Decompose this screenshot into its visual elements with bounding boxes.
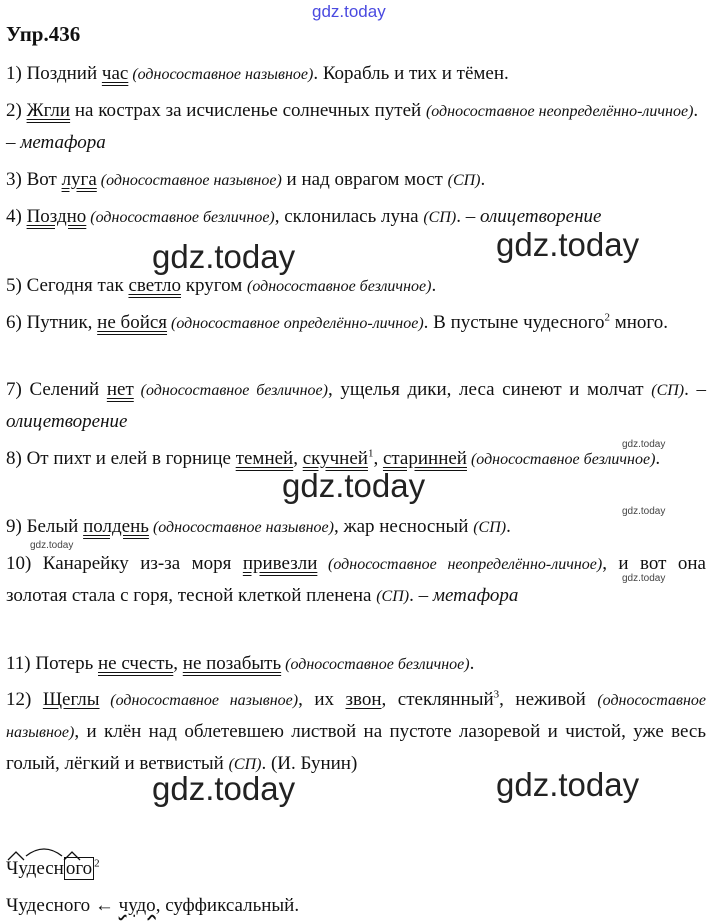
predicate: не счесть xyxy=(98,653,174,674)
sentence-6: 6) Путник, не бойся (односоставное определённо-личное). В пустыне чудесного$^2$ много. xyxy=(6,311,668,333)
watermark-small: gdz.today xyxy=(30,540,74,551)
derivation-line: Чудесного ← чудо, суффиксальный. xyxy=(6,895,300,916)
watermark: gdz.today xyxy=(282,467,426,504)
watermark: gdz.today xyxy=(152,770,296,807)
watermark-small: gdz.today xyxy=(622,439,666,450)
watermark-small: gdz.today xyxy=(622,573,666,584)
watermark-top: gdz.today xyxy=(312,2,386,21)
predicate: полдень xyxy=(83,516,149,537)
subject: Щеглы xyxy=(42,689,100,710)
morpheme-analysis: Чудесн ого $^2$ xyxy=(6,858,206,888)
predicate: не позабыть xyxy=(182,653,282,674)
predicate: светло xyxy=(128,275,182,296)
sentence-3: 3) Вот луга (односоставное назывное) и над оврагом мост (СП). xyxy=(6,169,486,190)
predicate: скучней xyxy=(302,448,368,469)
predicate: темней xyxy=(235,448,294,469)
watermark: gdz.today xyxy=(152,238,296,275)
sentence-4: 4) Поздно (односоставное безличное), склонилась луна (СП). – олицетворение xyxy=(6,206,602,227)
watermark: gdz.today xyxy=(496,766,640,803)
predicate: луга xyxy=(61,169,97,190)
predicate: привезли xyxy=(242,553,318,574)
root-arc-icon xyxy=(6,844,126,864)
sentence-8: 8) От пихт и елей в горнице темней, скучней$^1$, старинней (односоставное безличное). xyxy=(6,447,661,469)
sentence-9: 9) Белый полдень (односоставное назывное), жар несносный (СП). xyxy=(6,516,511,537)
predicate: Поздно xyxy=(26,206,87,227)
watermark-small: gdz.today xyxy=(622,506,666,517)
predicate: старинней xyxy=(382,448,467,469)
sentence-1: 1) Поздний час (односоставное назывное). Корабль и тих и тёмен. xyxy=(6,63,509,84)
sentence-11: 11) Потерь не счесть, не позабыть (односоставное безличное). xyxy=(6,653,475,674)
sentence-5: 5) Сегодня так светло кругом (односоставное безличное). xyxy=(6,275,437,296)
sentence-12: 12) Щеглы (односоставное назывное), их звон, стеклянный$^3$, неживой (односоставное назывное), и клён над облетевшею листвой на пустоте лазоревой и чистой, уже весь голый, лёгкий и ветвистый (СП). (И. Бунин) xyxy=(6,688,707,774)
sentence-7: 7) Селений нет (односоставное безличное), ущелья дики, леса синеют и молчат (СП). – олицетворение xyxy=(6,379,707,432)
predicate: нет xyxy=(106,379,134,400)
sentence-2: 2) Жгли на кострах за исчисленье солнечных путей (односоставное неопределённо-личное). – метафора xyxy=(6,100,699,153)
morph-ending: ого xyxy=(65,858,93,879)
morph-root: Чудесн xyxy=(6,858,64,879)
predicate: не бойся xyxy=(97,312,168,333)
predicate: час xyxy=(101,63,129,84)
author: (И. Бунин) xyxy=(270,753,358,774)
predicate: Жгли xyxy=(26,100,71,121)
sentence-10: 10) Канарейку из-за моря привезли (односоставное неопределённо-личное), и вот она золотая стала с горя, тесной клеткой пленена (СП). – метафора xyxy=(6,553,706,606)
watermark: gdz.today xyxy=(496,226,640,263)
exercise-title: Упр.436 xyxy=(6,22,81,46)
subject: звон xyxy=(345,689,382,710)
